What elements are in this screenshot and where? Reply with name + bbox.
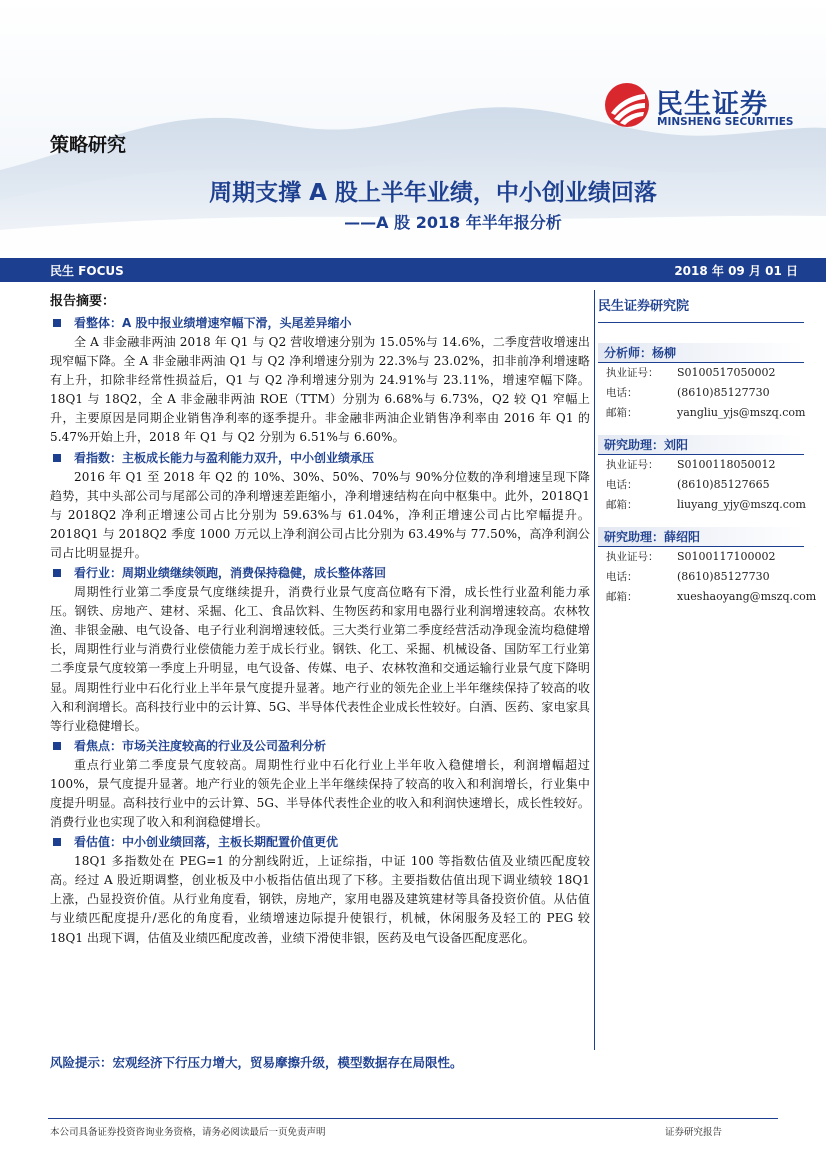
institute-name: 民生证券研究院 xyxy=(598,299,690,314)
square-bullet-icon xyxy=(53,569,61,577)
phone-row: 电话： (8610)85127730 xyxy=(606,570,770,583)
summary-label: 报告摘要： xyxy=(50,294,116,309)
brand-name-en: MINSHENG SECURITIES xyxy=(657,116,794,128)
section-heading: 看焦点：市场关注度较高的行业及公司盈利分析 xyxy=(50,736,590,756)
footer-disclaimer: 本公司具备证券投资咨询业务资格，请务必阅读最后一页免责声明 xyxy=(50,1127,326,1138)
section-index xyxy=(50,448,590,563)
section-heading: 看估值：中小创业绩回落，主板长期配置价值更优 xyxy=(50,832,590,852)
phone-row: 电话： (8610)85127730 xyxy=(606,386,770,399)
phone-row: 电话： (8610)85127665 xyxy=(606,478,770,491)
risk-label: 风险提示： xyxy=(50,1055,113,1070)
email-row: 邮箱： yangliu_yjs@mszq.com xyxy=(606,406,806,419)
footer-divider xyxy=(48,1118,778,1119)
license-row: 执业证号： S0100118050012 xyxy=(606,458,776,471)
assistant-title: 研究助理：刘阳 xyxy=(598,435,804,455)
section-heading: 看整体：A 股中报业绩增速窄幅下滑，头尾差异缩小 xyxy=(50,313,590,333)
report-subtitle: ——A 股 2018 年半年报分析 xyxy=(344,213,562,232)
risk-warning xyxy=(50,1053,463,1071)
analyst-title: 分析师：杨柳 xyxy=(598,343,804,363)
section-overall xyxy=(50,313,590,448)
section-industry xyxy=(50,563,590,736)
report-title: 周期支撑 A 股上半年业绩，中小创业绩回落 xyxy=(209,180,657,206)
divider xyxy=(598,322,804,323)
section-heading: 看行业：周期业绩继续领跑，消费保持稳健，成长整体落回 xyxy=(50,563,590,583)
footer-report-type: 证券研究报告 xyxy=(664,1127,722,1138)
risk-text: 宏观经济下行压力增大，贸易摩擦升级，模型数据存在局限性。 xyxy=(112,1055,463,1070)
section-body: 周期性行业第二季度景气度继续提升，消费行业景气度高位略有下滑，成长性行业盈利能力承压。钢铁、房地产、建材、采掘、化工、食品饮料、生物医药和家用电器行业利润增速较高。农林牧渔、非银金融、电气设备、电子行业利润增速较低。三大类行业第二季度经营活动净现金流均稳健增长，周期性行业与消费行业偿债能力差于成长行业。钢铁、化工、采掘、机械设备、国防军工行业第二季度景气度较第一季度上升明显，电气设备、传媒、电子、农林牧渔和交通运输行业景气度下降明显。周期性行业中石化行业上半年景气度提升显著。地产行业的领先企业上半年继续保持了较高的收入和利润增长。高科技行业中的云计算、5G、半导体代表性企业成长性较好。白酒、医药、家电家具等行业稳健增长。 xyxy=(50,585,590,733)
assistant-title: 研究助理：薛绍阳 xyxy=(598,527,804,547)
section-focus xyxy=(50,736,590,832)
square-bullet-icon xyxy=(53,742,61,750)
analyst-card xyxy=(598,343,804,423)
square-bullet-icon xyxy=(53,319,61,327)
section-body: 重点行业第二季度景气度较高。周期性行业中石化行业上半年收入稳健增长，利润增幅超过 100%，景气度提升显著。地产行业的领先企业上半年继续保持了较高的收入和利润增长，行业集中度提升明显。高科技行业中的云计算、5G、半导体代表性企业的收入和利润快速增长，成长性较好。消费行业也实现了收入和利润稳健增长。 xyxy=(50,757,590,830)
sidebar xyxy=(598,296,817,619)
section-body: 2016 年 Q1 至 2018 年 Q2 的 10%、30%、50%、70%与 90%分位数的净利增速呈现下降趋势，其中头部公司与尾部公司的净利增速差距缩小，净利增速结构在向中枢集中。此外，2018Q1 与 2018Q2 净利正增速公司占比分别为 59.63%与 61.04%，净利正增速公司占比窄幅提升。2018Q1 与 2018Q2 季度 1000 万元以上净利润公司占比分别为 63.49%与 77.50%，高净利润公司占比明显提升。 xyxy=(50,469,590,560)
brand-logo xyxy=(604,82,804,132)
summary-content xyxy=(50,313,590,948)
minsheng-logo-icon xyxy=(604,82,650,128)
square-bullet-icon xyxy=(53,454,61,462)
license-row: 执业证号： S0100117100002 xyxy=(606,550,776,563)
email-row: 邮箱： xueshaoyang@mszq.com xyxy=(606,590,817,603)
assistant-card xyxy=(598,527,817,607)
column-divider xyxy=(594,290,595,1050)
section-body: 18Q1 多指数处在 PEG=1 的分割线附近，上证综指，中证 100 等指数估值及业绩匹配度较高。经过 A 股近期调整，创业板及中小板指估值出现了下移。主要指数估值出现下调业绩较 18Q1 上涨，凸显投资价值。从行业角度看，钢铁，房地产，家用电器及建筑建材等具备投资价值。从估值与业绩匹配度提升/恶化的角度看，业绩增速边际提升使银行，机械，休闲服务及轻工的 PEG 较 18Q1 出现下调，估值及业绩匹配度改善，业绩下滑使非银，医药及电气设备匹配度恶化。 xyxy=(50,854,590,945)
report-date: 2018 年 09 月 01 日 xyxy=(674,264,798,278)
email-row: 邮箱： liuyang_yjy@mszq.com xyxy=(606,498,806,511)
section-body: 全 A 非金融非两油 2018 年 Q1 与 Q2 营收增速分别为 15.05%与 14.6%，二季度营收增速出现窄幅下降。全 A 非金融非两油 Q1 与 Q2 净利增速分别为 22.3%与 23.02%，扣非前净利增速略有上升，扣除非经常性损益后，Q1 与 Q2 净利增速分别为 24.91%与 23.11%，增速窄幅下降。18Q1 与 18Q2，全 A 非金融非两油 ROE（TTM）分别为 6.68%与 6.73%，Q2 较 Q1 窄幅上升，主要原因是同期企业销售净利率的逐季提升。非金融非两油企业销售净利率由 2016 年 Q1 的 5.47%开始上升，2018 年 Q1 与 Q2 分别为 6.51%与 6.60%。 xyxy=(50,335,590,445)
assistant-card xyxy=(598,435,804,515)
section-heading: 看指数：主板成长能力与盈利能力双升，中小创业绩承压 xyxy=(50,448,590,468)
focus-label: 民生 FOCUS xyxy=(50,264,124,278)
report-category: 策略研究 xyxy=(50,134,127,156)
license-row: 执业证号： S0100517050002 xyxy=(606,366,776,379)
section-valuation xyxy=(50,832,590,947)
square-bullet-icon xyxy=(53,838,61,846)
brand-name-cn: 民生证券 xyxy=(656,89,768,120)
header-band xyxy=(0,258,826,282)
